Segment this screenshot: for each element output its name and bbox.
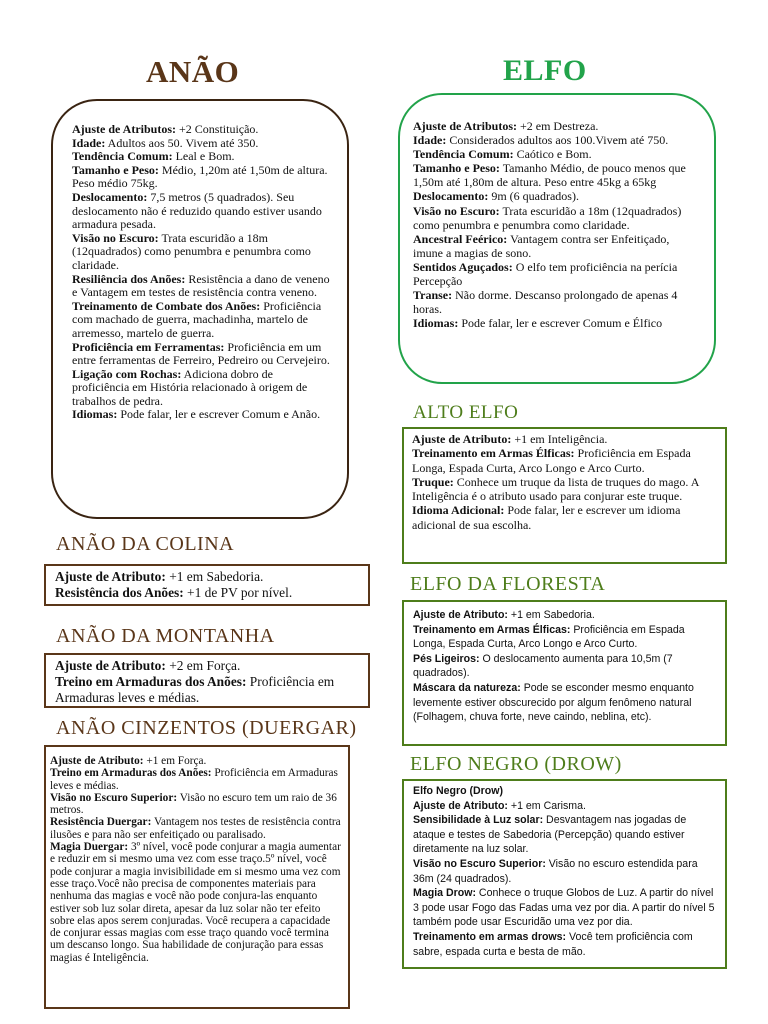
trait-label: Idade: <box>72 135 106 150</box>
trait-label: Pés Ligeiros: <box>413 652 480 665</box>
trait-text: +1 em Sabedoria. <box>507 609 595 621</box>
trait-label: Treino em Armaduras dos Anões: <box>55 673 247 689</box>
trait-label: Tamanho e Peso: <box>72 162 159 177</box>
anao-montanha-box <box>44 653 370 708</box>
trait-label: Treinamento de Combate dos Anões: <box>72 298 261 313</box>
trait-text: Você tem proficiência com sabre, espada curta e besta de mão. <box>413 930 693 958</box>
trait-entry <box>412 475 717 504</box>
trait-label: Resistência Duergar: <box>50 816 152 829</box>
trait-label: Ajuste de Atributo: <box>55 569 166 584</box>
trait-label: Deslocamento: <box>72 189 148 204</box>
alto-elfo-box <box>402 427 727 564</box>
anao-box <box>51 99 349 519</box>
anao-cinzentos-title: ANÃO CINZENTOS (DUERGAR) <box>56 717 357 739</box>
trait-label: Ajuste de Atributo: <box>412 432 512 446</box>
anao-colina-box <box>44 564 370 606</box>
anao-colina-title: ANÃO DA COLINA <box>56 533 235 555</box>
trait-label: Ajuste de Atributo: <box>55 658 166 673</box>
elfo-negro-title: ELFO NEGRO (DROW) <box>410 753 622 775</box>
trait-entry <box>413 161 702 189</box>
trait-text: Visão no escuro estendida para 36m (24 quadrados). <box>413 857 698 885</box>
trait-label: Treinamento em Armas Élficas: <box>413 623 571 636</box>
trait-label: Ajuste de Atributo: <box>50 755 144 767</box>
trait-text: Visão no escuro tem um raio de 36 metros. <box>50 791 337 817</box>
trait-entry <box>412 503 717 532</box>
trait-label: Idiomas: <box>413 316 459 331</box>
trait-label: Proficiência em Ferramentas: <box>72 339 225 354</box>
trait-label: Treinamento em armas drows: <box>413 930 567 943</box>
trait-text: Trata escuridão a 18m (12quadrados) como penumbra e penumbra como claridade. <box>413 203 682 232</box>
trait-entry <box>50 755 342 767</box>
anao-montanha-title: ANÃO DA MONTANHA <box>56 625 275 647</box>
trait-entry <box>413 316 702 330</box>
trait-entry <box>72 191 333 232</box>
trait-entry <box>72 232 333 273</box>
trait-entry <box>55 674 360 706</box>
trait-entry <box>72 408 333 422</box>
trait-text: Proficiência em um entre ferramentas de Ferreiro, Pedreiro ou Cervejeiro. <box>72 339 330 368</box>
trait-entry <box>413 813 717 857</box>
trait-entry <box>413 886 717 930</box>
trait-text: 7,5 metros (5 quadrados). Seu deslocamento não é reduzido quando estiver usando armadura pesada. <box>72 189 322 232</box>
trait-text: Proficiência em Espada Longa, Espada Curta, Arco Longo e Arco Curto. <box>412 446 691 475</box>
trait-entry <box>413 652 717 681</box>
trait-text: Pode falar, ler e escrever Comum e Élfico <box>458 316 663 331</box>
trait-entry <box>413 260 702 288</box>
trait-text: +2 em Força. <box>165 658 241 673</box>
trait-entry <box>50 767 342 792</box>
trait-entry <box>55 569 360 585</box>
anao-cinzentos-box <box>44 745 350 1009</box>
trait-text: +1 em Força. <box>143 755 207 767</box>
trait-text: Proficiência em Armaduras leves e médias. <box>50 767 338 792</box>
trait-label: Ajuste de Atributo: <box>413 609 508 621</box>
trait-label: Magia Drow: <box>413 887 476 900</box>
trait-entry <box>72 341 333 368</box>
elfo-floresta-box <box>402 600 727 746</box>
trait-label: Tamanho e Peso: <box>413 161 500 176</box>
trait-label: Resistência dos Anões: <box>55 584 184 600</box>
trait-entry <box>72 273 333 300</box>
trait-text: Proficiência com machado de guerra, machadinha, martelo de arremesso, martelo de guerra. <box>72 298 322 340</box>
trait-label: Ligação com Rochas: <box>72 366 182 381</box>
trait-label: Ancestral Feérico: <box>413 231 508 246</box>
trait-text: Desvantagem nas jogadas de ataque e testes de Sabedoria (Percepção) quando estiver diretamente na luz solar. <box>413 814 687 856</box>
trait-label: Idiomas: <box>72 407 118 422</box>
trait-label: Magia Duergar: <box>50 841 129 854</box>
trait-label: Transe: <box>413 288 453 303</box>
trait-entry <box>55 658 360 674</box>
trait-label: Idade: <box>413 133 447 148</box>
trait-entry <box>413 204 702 232</box>
trait-text: Médio, 1,20m até 1,50m de altura. Peso médio 75kg. <box>72 162 328 191</box>
trait-text: Proficiência em Armaduras leves e médias. <box>55 673 335 705</box>
trait-text: Conhece o truque Globos de Luz. A partir do nível 3 pode usar Fogo das Fadas uma vez por dia. A partir do nível 5 também pode usar Escuridão uma vez por dia. <box>413 887 715 929</box>
trait-label: Ajuste de Atributo: <box>413 799 508 812</box>
trait-label: Sentidos Aguçados: <box>413 259 513 274</box>
trait-entry <box>55 585 360 601</box>
trait-label: Treinamento em Armas Élficas: <box>412 446 575 461</box>
trait-label: Ajuste de Atributos: <box>72 122 176 136</box>
trait-text: +1 em Carisma. <box>507 799 586 812</box>
trait-entry <box>413 608 717 623</box>
trait-text: +1 de PV por nível. <box>183 584 293 600</box>
trait-text: Tamanho Médio, de pouco menos que 1,50m até 1,80m de altura. Peso entre 45kg a 65kg <box>413 161 686 190</box>
trait-text: Vantagem contra ser Enfeitiçado, imune a magias de sono. <box>413 231 670 260</box>
trait-text: Adiciona dobro de proficiência em História relacionado à origem de trabalhos de pedra. <box>72 366 308 408</box>
trait-label: Truque: <box>412 474 454 489</box>
trait-text: Proficiência em Espada Longa, Espada Curta, Arco Longo e Arco Curto. <box>413 623 685 651</box>
trait-label: Resiliência dos Anões: <box>72 271 186 286</box>
trait-text: Resistência a dano de veneno e Vantagem em testes de resistência contra veneno. <box>72 271 330 300</box>
trait-label: Treino em Armaduras dos Anões: <box>50 767 212 780</box>
trait-entry <box>413 623 717 652</box>
trait-text: Pode falar, ler e escrever Comum e Anão. <box>117 407 321 422</box>
trait-entry <box>413 232 702 260</box>
trait-label: Sensibilidade à Luz solar: <box>413 814 544 827</box>
trait-label: Tendência Comum: <box>413 147 514 162</box>
trait-text: Caótico e Bom. <box>513 147 592 162</box>
trait-entry <box>412 446 717 475</box>
trait-text: Considerados adultos aos 100.Vivem até 750. <box>446 133 669 148</box>
trait-text: Adultos aos 50. Vivem até 350. <box>105 135 259 150</box>
trait-text: Pode se esconder mesmo enquanto levemente estiver obscurecido por algum fenômeno natural (Folhagem, chuva forte, neve caindo, neblina, etc). <box>413 681 694 724</box>
trait-label: Máscara da natureza: <box>413 681 521 694</box>
trait-label: Ajuste de Atributos: <box>413 119 517 133</box>
alto-elfo-title: ALTO ELFO <box>413 402 519 423</box>
trait-entry <box>413 857 717 886</box>
trait-label: Deslocamento: <box>413 189 489 204</box>
trait-label: Visão no Escuro: <box>72 230 159 245</box>
trait-entry <box>413 288 702 316</box>
trait-text: +1 em Sabedoria. <box>165 569 264 584</box>
trait-text: Vantagem nos testes de resistência contra ilusões e para não ser enfeitiçado ou paralisado. <box>50 816 341 841</box>
trait-label: Visão no Escuro Superior: <box>50 791 178 804</box>
trait-entry <box>50 816 342 841</box>
trait-text: 3º nível, você pode conjurar a magia aumentar e reduzir em si mesmo uma vez com esse traço.5º nível, você pode conjurar a magia invisibilidade em si mesmo uma vez com esse traço.Você não precisa de componentes materiais para nenhuma das magias e você não pode conjura-las enquanto estiver sob luz solar direta, apesar da luz solar não ter efeito sobre elas apos serem conjuradas. Você recupera a capacidade de conjurar essas magias com esse traço quando você termina um descanso longo. Sua habilidade de conjuração para essas magias é Inteligência. <box>50 841 341 964</box>
trait-text: 9m (6 quadrados). <box>488 189 579 204</box>
trait-label: Idioma Adicional: <box>412 503 505 518</box>
trait-entry <box>413 681 717 725</box>
trait-text: +1 em Inteligência. <box>511 432 608 446</box>
trait-text: O elfo tem proficiência na perícia Percepção <box>413 259 678 289</box>
trait-entry <box>72 137 333 151</box>
trait-entry <box>72 300 333 341</box>
trait-text: Não dorme. Descanso prolongado de apenas 4 horas. <box>413 288 678 317</box>
trait-text: Pode falar, ler e escrever um idioma adicional de sua escolha. <box>412 503 681 532</box>
elfo-title: ELFO <box>503 54 587 87</box>
trait-entry <box>413 930 717 959</box>
trait-entry <box>413 189 702 203</box>
trait-entry <box>72 123 333 137</box>
trait-entry <box>413 119 702 133</box>
trait-text: +2 Constituição. <box>176 122 259 136</box>
trait-entry <box>72 164 333 191</box>
trait-entry <box>50 792 342 817</box>
trait-entry <box>413 133 702 147</box>
trait-text: O deslocamento aumenta para 10,5m (7 quadrados). <box>413 652 673 680</box>
trait-text: Leal e Bom. <box>172 149 235 164</box>
trait-entry <box>72 150 333 164</box>
trait-text: Conhece um truque da lista de truques do mago. A Inteligência é o atributo usado para conjurar este truque. <box>412 474 699 504</box>
elfo-negro-box <box>402 779 727 969</box>
trait-label: Visão no Escuro Superior: <box>413 857 546 870</box>
elfo-floresta-title: ELFO DA FLORESTA <box>410 573 606 595</box>
trait-entry <box>413 799 717 814</box>
elfo-negro-subtitle: Elfo Negro (Drow) <box>413 785 504 797</box>
trait-entry <box>412 432 717 446</box>
trait-text: +2 em Destreza. <box>517 119 599 133</box>
trait-entry <box>413 147 702 161</box>
elfo-box <box>398 93 716 384</box>
trait-entry <box>72 368 333 409</box>
trait-label: Visão no Escuro: <box>413 203 500 218</box>
trait-entry <box>50 841 342 964</box>
trait-text: Trata escuridão a 18m (12quadrados) como penumbra e penumbra como claridade. <box>72 230 311 272</box>
trait-label: Tendência Comum: <box>72 149 173 164</box>
anao-title: ANÃO <box>146 54 240 89</box>
